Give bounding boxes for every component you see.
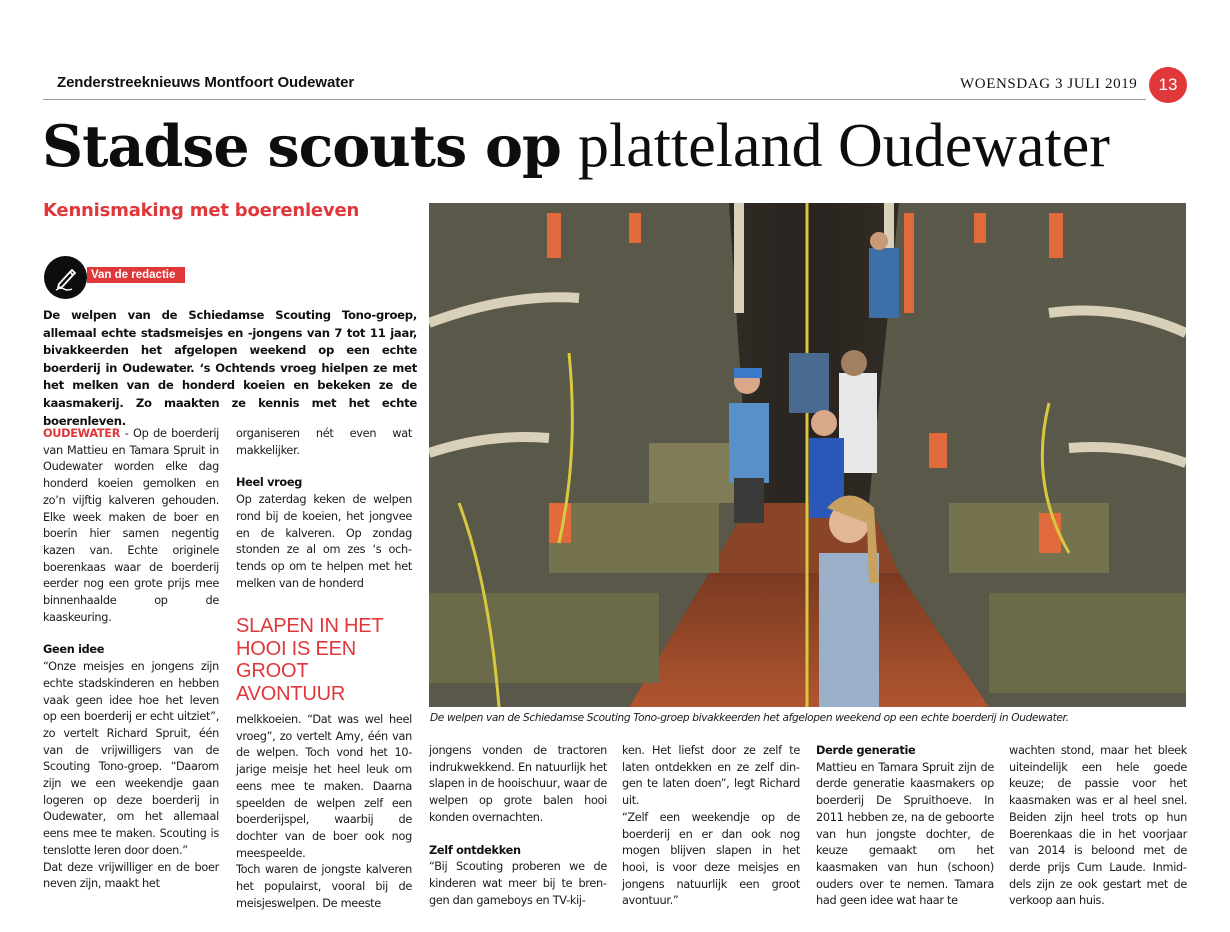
col3-heading: Zelf ontdekken xyxy=(429,843,521,857)
dateline: OUDEWATER xyxy=(43,427,121,440)
page-number-badge: 13 xyxy=(1149,67,1187,103)
col1-paragraph-3: Dat deze vrijwilliger en de boer neven zijn, maakt het xyxy=(43,860,219,891)
column-1 xyxy=(43,426,219,893)
col2-paragraph-2: Op zaterdag keken de welpen rond bij de koeien, het jongvee en de kalveren. Op zondag stonden ze al om zes ‘s ochtends op om te helpen met het melken van de honderd xyxy=(236,493,412,590)
col1-heading: Geen idee xyxy=(43,643,105,657)
col6-paragraph-1: wachten stond, maar het bleek uiteindelijk een hele goede keuze; de passie voor het kaasmaken was er al heel snel. Beiden zijn heel trots op hun Boerenkaas die in het voorjaar van 2014 is beloond met de derde prijs Cum Laude. Inmiddels zijn ze ook gestart met de verkoop aan huis. xyxy=(1009,744,1187,908)
col1-paragraph-1: - Op de boerderij van Mattieu en Tamara Spruit in Oudewater worden elke dag honderd koeien gemolken en zo’n vijftig kalveren gehouden. Elke week maken de boer en boerin hier samen negentig kazen van. Echte originele boerenkaas waar de boerderij eerder nog een grote prijs mee binnenhaalde op de kaaskeuring. xyxy=(43,427,219,624)
subheadline: Kennismaking met boerenleven xyxy=(43,200,360,221)
column-4 xyxy=(622,743,800,910)
masthead: Zenderstreeknieuws Montfoort Oudewater xyxy=(57,74,355,91)
col1-paragraph-2: “Onze meisjes en jongens zijn echte stadskinderen en hebben vaak geen idee hoe het leven op een boerderij er echt uitziet”, zo vertelt Richard Spruit, één van de vrijwilligers van de Scouting Tono-groep. “Daarom zijn we een weekendje gaan logeren op deze boerderij in Oudewater, om het allemaal eens mee te maken. Scouting is tenslotte leren door doen.” xyxy=(43,660,219,857)
column-3 xyxy=(429,743,607,909)
column-2-top xyxy=(236,426,412,592)
intro-paragraph: De welpen van de Schiedamse Scouting Tono-groep, allemaal echte stadsmeisjes en -jongens van 7 tot 11 jaar, bivakkeerden het afgelopen weekend op een echte boerderij in Oudewater. ‘s Ochtends vroeg hielpen ze met het melken van de honderd koeien en bekeken ze de kaasmakerij. Zo maakten ze kennis met het echte boerenleven. xyxy=(43,308,417,428)
col4-paragraph-1: ken. Het liefst door ze zelf te laten ontdekken en ze zelf dingen te laten doen”, legt Richard uit. xyxy=(622,744,800,808)
byline-label: Van de redactie xyxy=(87,267,185,283)
headline xyxy=(42,108,1110,185)
column-6 xyxy=(1009,743,1187,910)
photo-caption: De welpen van de Schiedamse Scouting Tono-groep bivakkeerden het afgelopen weekend op een echte boerderij in Oudewater. xyxy=(430,712,1069,724)
col2-heading: Heel vroeg xyxy=(236,476,303,490)
col4-paragraph-2: “Zelf een weekendje op de boerderij en er dan ook nog mogen blijven slapen in het hooi, is voor deze meisjes en jongens natuurlijk een groot avontuur.” xyxy=(622,810,800,908)
col5-paragraph-1: Mattieu en Tamara Spruit zijn de derde generatie kaasmakers op boerderij De Spruithoeve. In 2011 hebben ze, na de geboorte van hun jongste dochter, de keuze gemaakt om het kaasmaken van hun (schoon) ouders over te nemen. Tamara had geen idee wat haar te xyxy=(816,760,994,908)
col3-paragraph-2: “Bij Scouting proberen we de kinderen wat meer bij te brengen dan gameboys en TV-kij- xyxy=(429,860,607,907)
col2-paragraph-1: organiseren nét even wat makkelijker. xyxy=(236,427,412,457)
pull-quote: SLAPEN IN HET HOOI IS EEN GROOT AVONTUUR xyxy=(236,615,384,705)
col3-paragraph-1: jongens vonden de tractoren indrukwekkend. En natuurlijk het slapen in de hooischuur, waar de welpen op grote balen hooi konden overnachten. xyxy=(429,744,607,824)
col2b-paragraph-2: Toch waren de jongste kalveren het populairst, vooral bij de meisjeswelpen. De meeste xyxy=(236,863,412,910)
headline-light: platteland Oudewater xyxy=(578,112,1110,180)
column-2-bottom xyxy=(236,712,412,912)
col5-heading: Derde generatie xyxy=(816,744,916,757)
col2b-paragraph-1: melkkoeien. “Dat was wel heel vroeg”, zo vertelt Amy, één van de welpen. Toch vond het 10-jarige meisje het heel leuk om eens mee te maken. Daarna speelden de welpen zelf een boerderijspel, waarbij de dochter van de boer ook nog meespeelde. xyxy=(236,713,412,860)
column-5 xyxy=(816,743,994,910)
headline-bold: Stadse scouts op xyxy=(42,113,561,180)
header-rule xyxy=(43,99,1146,100)
pen-icon xyxy=(44,256,87,299)
issue-date: WOENSDAG 3 JULI 2019 xyxy=(960,76,1138,92)
article-photo xyxy=(429,203,1186,707)
